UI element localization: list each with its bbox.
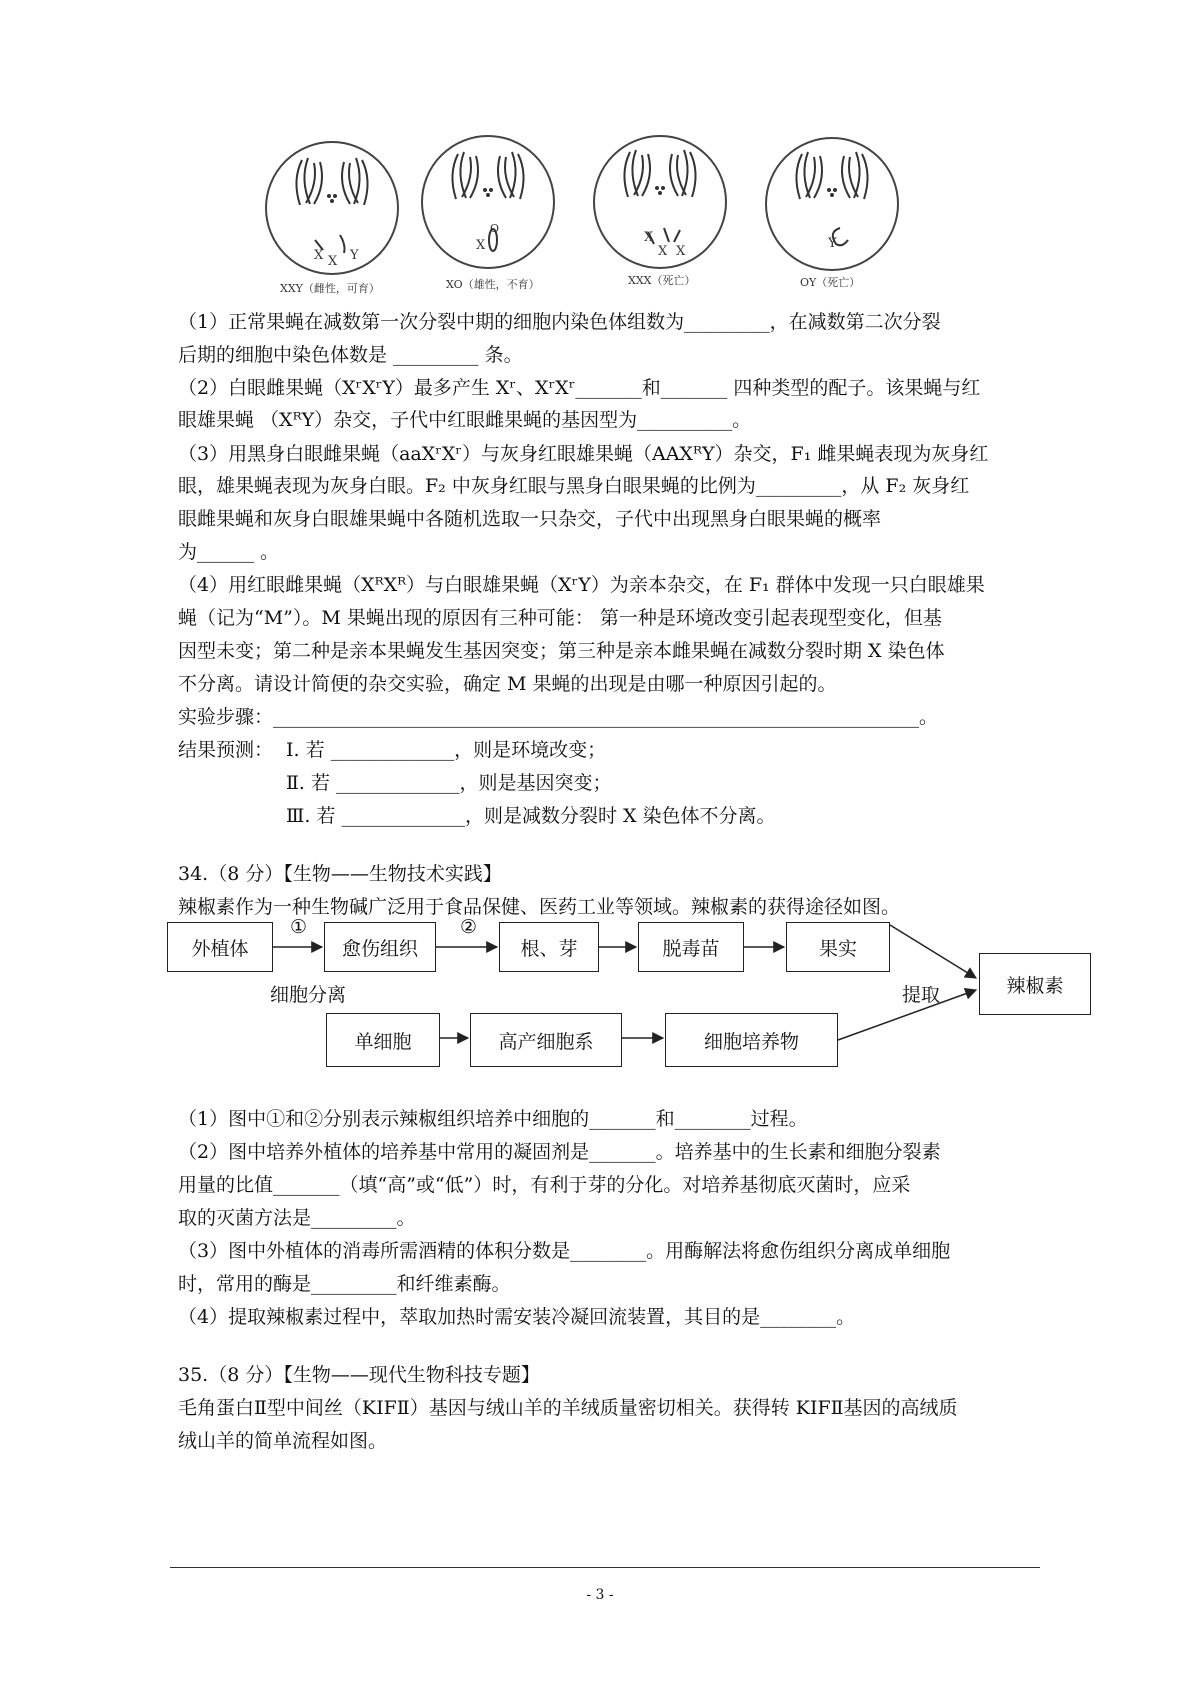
- q33-part3-line3: 眼雌果蝇和灰身白眼雄果蝇中各随机选取一只杂交，子代中出现黑身白眼果蝇的概率: [178, 508, 882, 530]
- q35-title: 35.（8 分）【生物——现代生物科技专题】: [178, 1364, 540, 1386]
- q34-part1: （1）图中①和②分别表示辣椒组织培养中细胞的_______和________过程。: [178, 1108, 808, 1130]
- q33-experiment-steps: 实验步骤：____________________________________________________________________。: [178, 706, 939, 728]
- box-callus: 愈伤组织: [324, 922, 436, 972]
- caption-xxx: XXX（死亡）: [628, 274, 696, 287]
- caption-oy: OY（死亡）: [800, 276, 861, 289]
- box-cell-culture: 细胞培养物: [665, 1013, 838, 1067]
- label-extract: 提取: [902, 984, 941, 1006]
- q33-part4-line3: 因型未变；第二种是亲本果蝇发生基因突变；第三种是亲本雌果蝇在减数分裂时期 X 染色体: [178, 640, 945, 662]
- footer-rule: [170, 1567, 1040, 1568]
- box-fruit: 果实: [786, 922, 890, 972]
- cell-label-o: O: [490, 222, 500, 235]
- cell-label-x5: X: [676, 244, 686, 259]
- q35-line1: 毛角蛋白Ⅱ型中间丝（KIFⅡ）基因与绒山羊的羊绒质量密切相关。获得转 KIFⅡ基因的高绒质: [178, 1397, 958, 1419]
- q34-title: 34.（8 分）【生物——生物技术实践】: [178, 863, 502, 885]
- q34-intro: 辣椒素作为一种生物碱广泛用于食品保健、医药工业等领域。辣椒素的获得途径如图。: [178, 896, 901, 918]
- q34-part2-line3: 取的灭菌方法是_________。: [178, 1207, 416, 1229]
- box-capsaicin: 辣椒素: [979, 953, 1091, 1015]
- cell-label-x2: X: [328, 254, 338, 269]
- box-virus-free: 脱毒苗: [638, 922, 744, 972]
- q34-part3-line2: 时，常用的酶是_________和纤维素酶。: [178, 1273, 511, 1295]
- caption-xxy: XXY（雌性，可育）: [280, 282, 380, 295]
- q33-prediction-2: Ⅱ. 若 _____________，则是基因突变；: [286, 772, 612, 794]
- q33-part1-line1: （1）正常果蝇在减数第一次分裂中期的细胞内染色体组数为_________，在减数第二次分裂: [178, 311, 941, 333]
- label-step1: ①: [290, 916, 308, 938]
- q34-part2-line2: 用量的比值_______（填“高”或“低”）时，有利于芽的分化。对培养基彻底灭菌时，应采: [178, 1174, 911, 1196]
- cell-label-x: X: [476, 238, 486, 253]
- q33-part4-line2: 蝇（记为“M”）。M 果蝇出现的原因有三种可能： 第一种是环境改变引起表现型变化，但基: [178, 607, 942, 629]
- q33-part2-line2: 眼雄果蝇 （XᴿY）杂交，子代中红眼雌果蝇的基因型为__________。: [178, 409, 752, 431]
- cell-label-x1: X: [314, 248, 324, 263]
- cell-label-y: Y: [350, 248, 359, 263]
- cell-label-x4: X: [658, 244, 668, 259]
- page-number: - 3 -: [586, 1587, 614, 1603]
- box-high-yield-line: 高产细胞系: [470, 1013, 622, 1067]
- box-root-bud: 根、芽: [499, 922, 599, 972]
- box-single-cell: 单细胞: [326, 1013, 440, 1067]
- q33-part3-line2: 眼，雄果蝇表现为灰身白眼。F₂ 中灰身红眼与黑身白眼果蝇的比例为_________，从 F₂ 灰身红: [178, 475, 970, 497]
- q34-part2-line1: （2）图中培养外植体的培养基中常用的凝固剂是_______。培养基中的生长素和细胞分裂素: [178, 1141, 941, 1163]
- label-cell-separation: 细胞分离: [270, 984, 347, 1006]
- q33-part1-line2: 后期的细胞中染色体数是 _________ 条。: [178, 344, 523, 366]
- caption-xo: XO（雄性，不育）: [446, 278, 540, 291]
- q33-part3-line4: 为______ 。: [178, 541, 280, 563]
- q34-part3-line1: （3）图中外植体的消毒所需酒精的体积分数是________。用酶解法将愈伤组织分离成单细胞: [178, 1240, 951, 1262]
- q33-predict-label: 结果预测：: [178, 739, 274, 761]
- cell-label-x3: X: [644, 230, 654, 245]
- arrow-fruit-capsaicin: [890, 925, 976, 978]
- box-explant: 外植体: [167, 922, 273, 972]
- q33-prediction-1: Ⅰ. 若 _____________，则是环境改变；: [286, 739, 607, 761]
- q33-part4-line1: （4）用红眼雌果蝇（XᴿXᴿ）与白眼雄果蝇（XʳY）为亲本杂交，在 F₁ 群体中发现一只白眼雄果: [178, 574, 985, 596]
- label-step2: ②: [460, 916, 478, 938]
- q34-part4: （4）提取辣椒素过程中，萃取加热时需安装冷凝回流装置，其目的是________。: [178, 1306, 856, 1328]
- q33-part4-line4: 不分离。请设计简便的杂交实验，确定 M 果蝇的出现是由哪一种原因引起的。: [178, 673, 837, 695]
- q33-part3-line1: （3）用黑身白眼雌果蝇（aaXʳXʳ）与灰身红眼雄果蝇（AAXᴿY）杂交，F₁ 雌果蝇表现为灰身红: [178, 443, 989, 465]
- q33-part2-line1: （2）白眼雌果蝇（XʳXʳY）最多产生 Xʳ、XʳXʳ_______和_______ 四种类型的配子。该果蝇与红: [178, 377, 981, 399]
- q35-line2: 绒山羊的简单流程如图。: [178, 1430, 388, 1452]
- q33-prediction-3: Ⅲ. 若 _____________，则是减数分裂时 X 染色体不分离。: [286, 805, 776, 827]
- cell-label-y2: Y: [828, 236, 837, 251]
